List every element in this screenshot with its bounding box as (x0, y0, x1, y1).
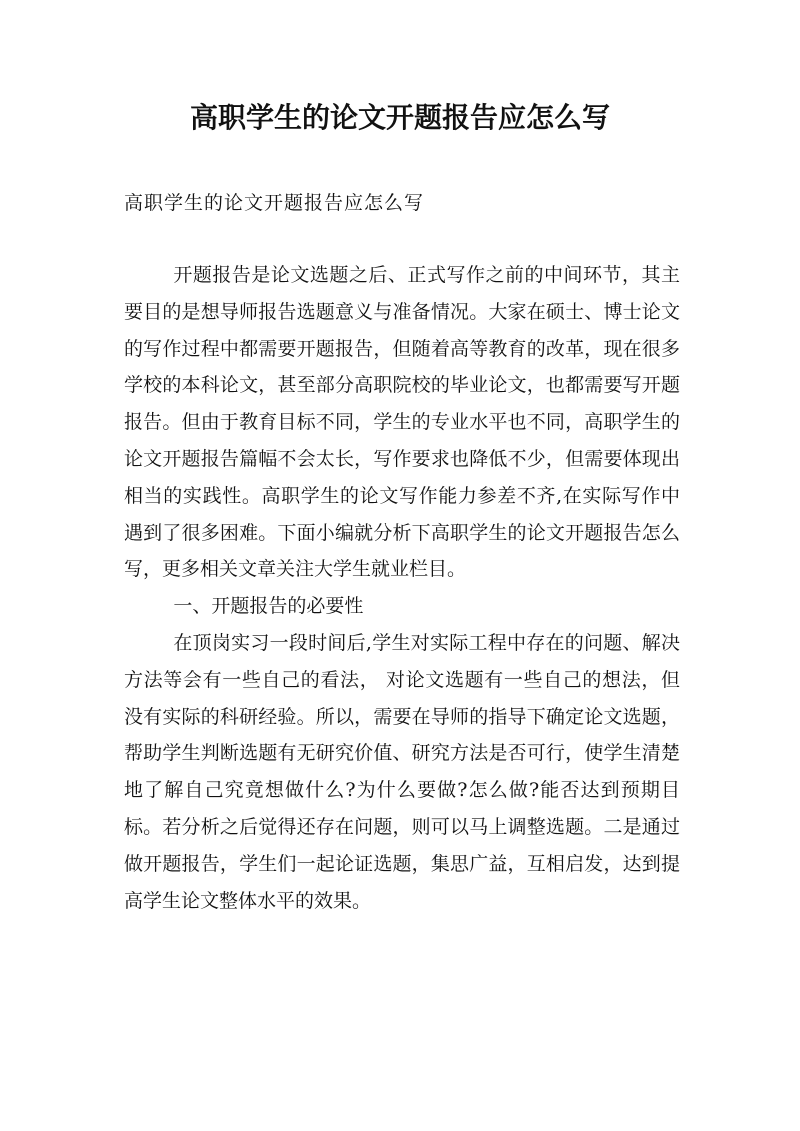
paragraph-intro: 开题报告是论文选题之后、正式写作之前的中间环节，其主要目的是想导师报告选题意义与准备情况。大家在硕士、博士论文的写作过程中都需要开题报告，但随着高等教育的改革，现在很多学校的本科论文，甚至部分高职院校的毕业论文，也都需要写开题报告。但由于教育目标不同，学生的专业水平也不同，高职学生的论文开题报告篇幅不会太长，写作要求也降低不少，但需要体现出相当的实践性。高职学生的论文写作能力参差不齐,在实际写作中遇到了很多困难。下面小编就分析下高职学生的论文开题报告怎么写，更多相关文章关注大学生就业栏目。 (124, 264, 680, 581)
document-body (124, 257, 680, 919)
paragraph-necessity: 在顶岗实习一段时间后,学生对实际工程中存在的问题、解决方法等会有一些自己的看法， 对论文选题有一些自己的想法，但没有实际的科研经验。所以，需要在导师的指导下确定论文选题，帮助学生判断选题有无研究价值、研究方法是否可行，使学生清楚地了解自己究竟想做什么?为什么要做?怎么做?能否达到预期目标。若分析之后觉得还存在问题，则可以马上调整选题。二是通过做开题报告，学生们一起论证选题，集思广益，互相启发，达到提高学生论文整体水平的效果。 (124, 631, 680, 912)
document-subtitle: 高职学生的论文开题报告应怎么写 (124, 192, 425, 214)
section-heading-necessity: 一、开题报告的必要性 (173, 595, 364, 618)
document-title: 高职学生的论文开题报告应怎么写 (189, 101, 610, 134)
